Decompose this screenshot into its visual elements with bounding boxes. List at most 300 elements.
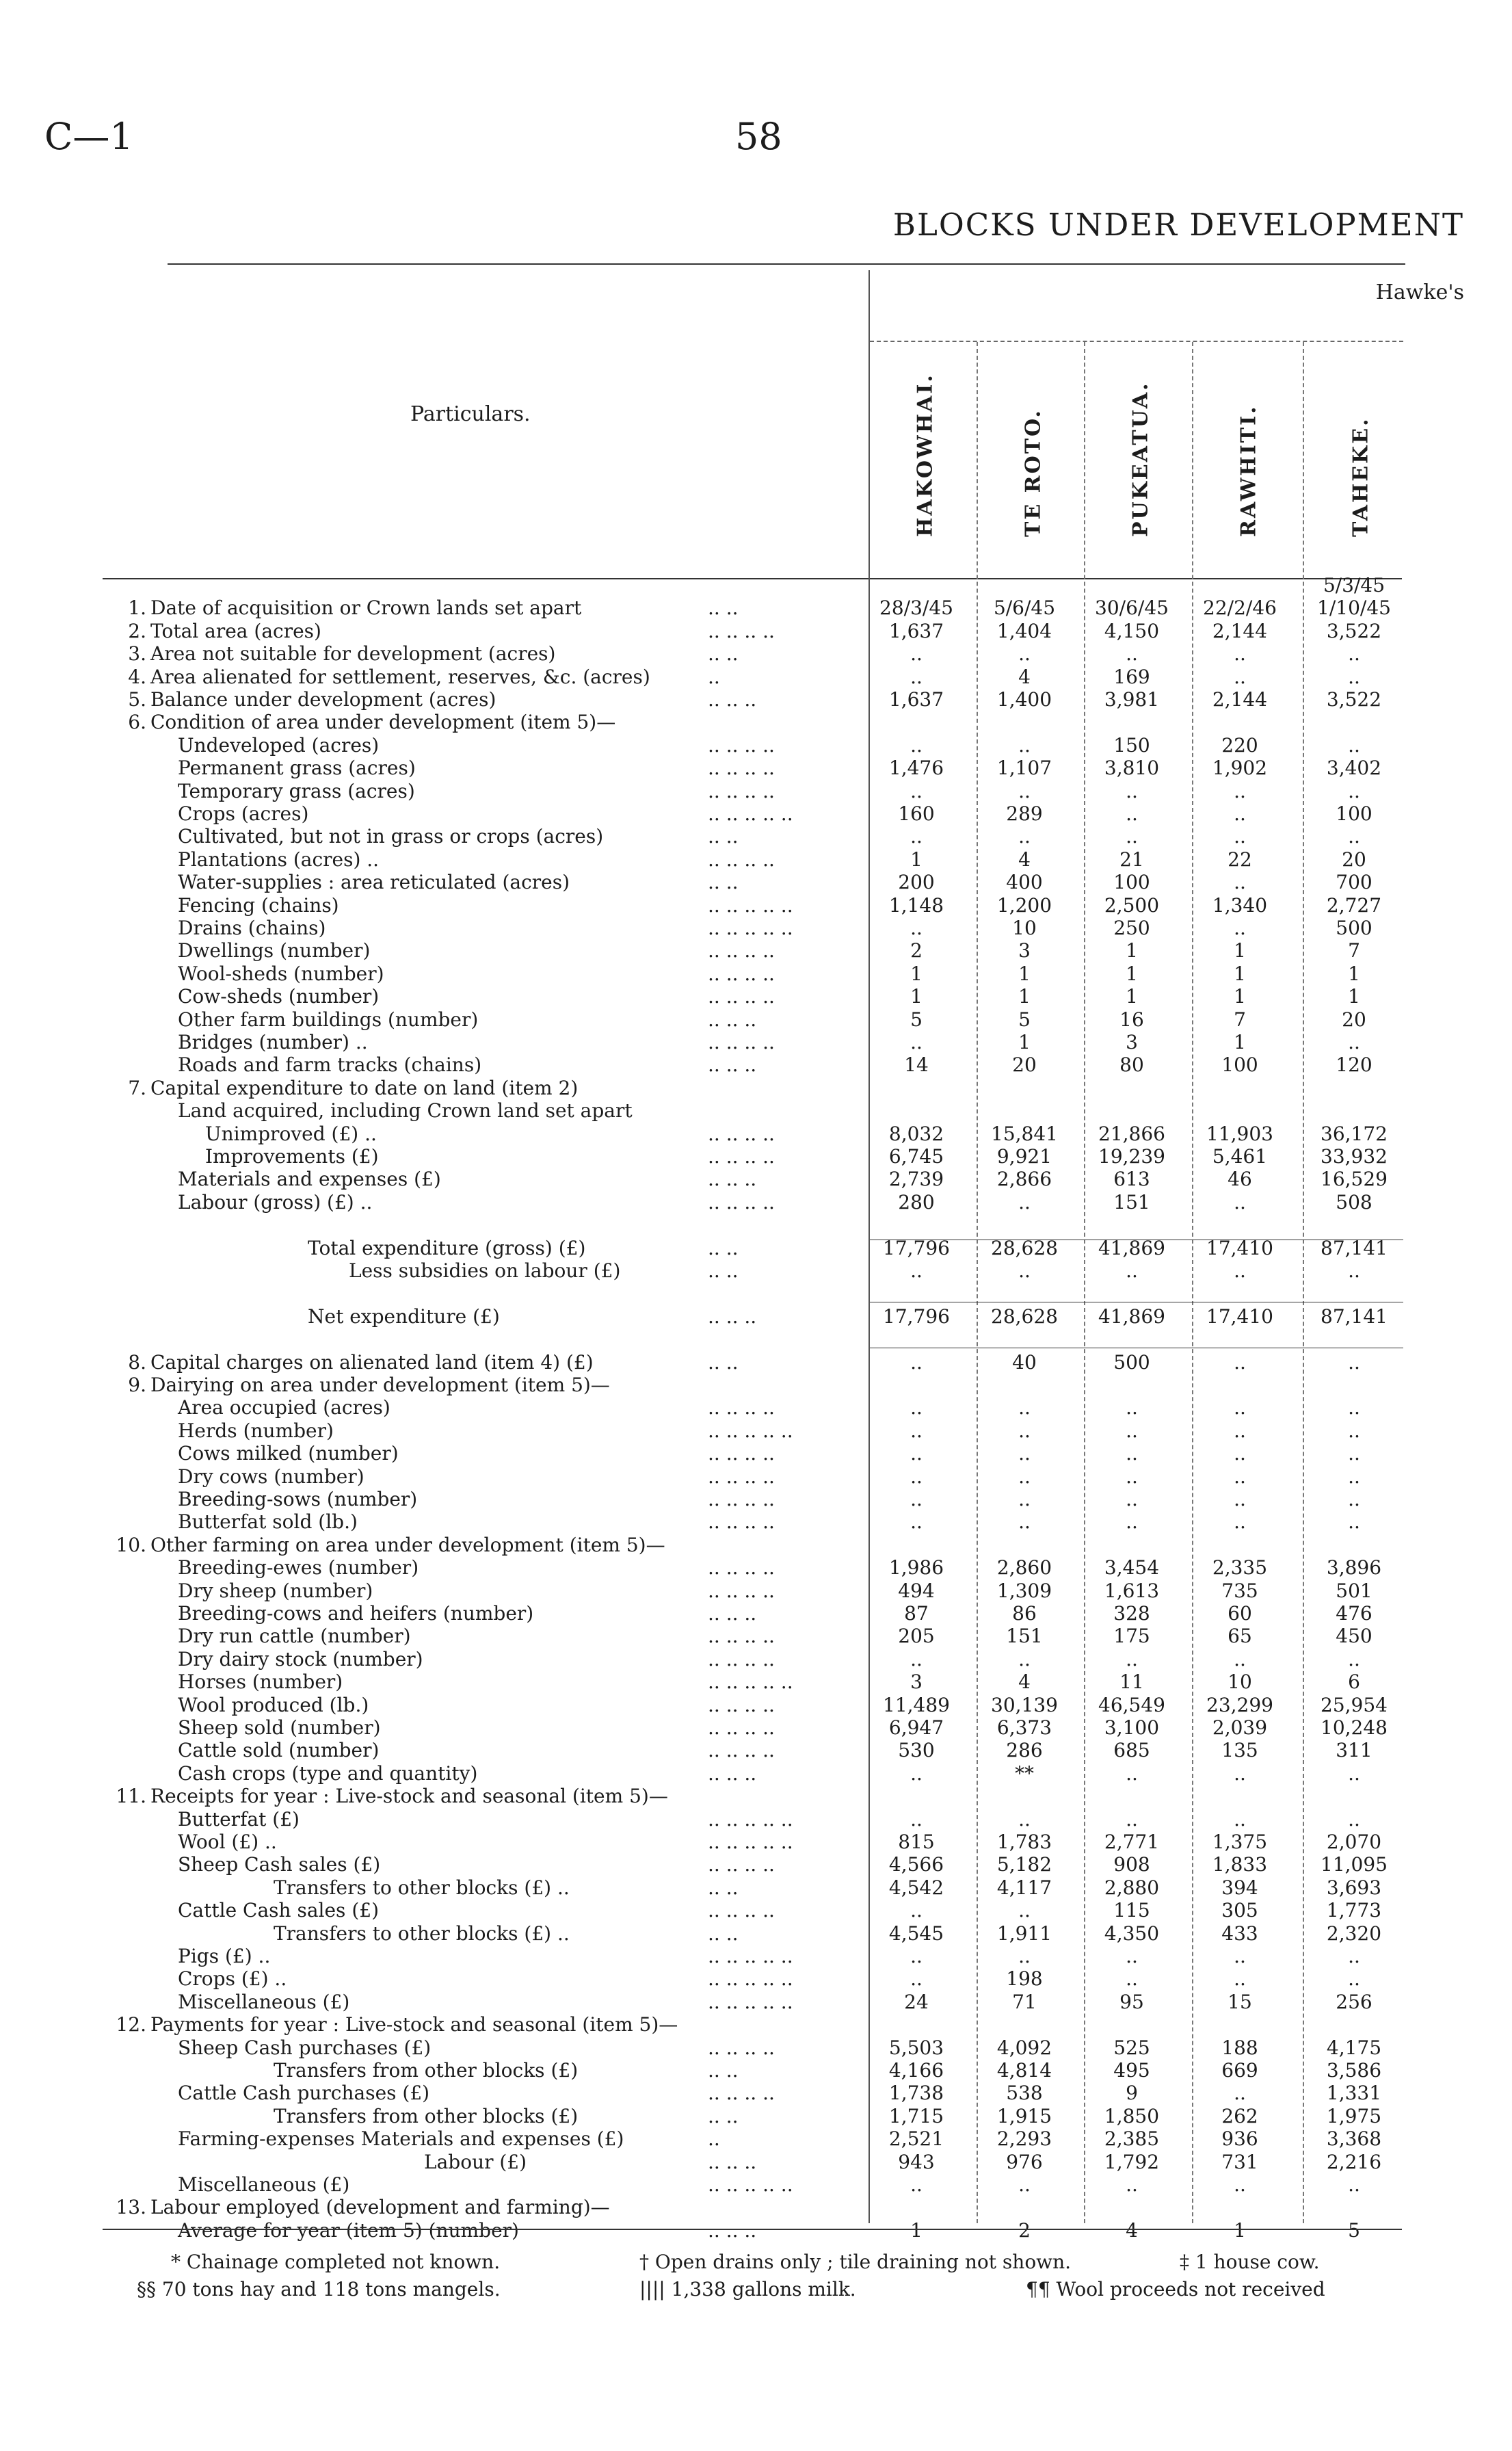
leader-dots: .. .. .. .. bbox=[708, 1510, 775, 1534]
item-number: 13. bbox=[116, 2196, 146, 2219]
table-row bbox=[89, 1077, 1470, 1099]
cell-value: 1 bbox=[1126, 985, 1138, 1008]
cell-value: 1,613 bbox=[1104, 1579, 1160, 1602]
cell-value: .. bbox=[910, 779, 923, 802]
leader-dots: .. .. .. .. bbox=[708, 1693, 775, 1716]
cell-value: 3 bbox=[910, 1670, 923, 1694]
cell-value: .. bbox=[1234, 1967, 1246, 1991]
cell-value: .. bbox=[910, 2173, 923, 2196]
table-row bbox=[89, 939, 1470, 962]
cell-value: 4,545 bbox=[888, 1922, 944, 1945]
cell-value: 22 bbox=[1228, 848, 1252, 871]
table-row bbox=[89, 1670, 1470, 1693]
row-label: Average for year (item 5) (number) bbox=[178, 2218, 519, 2242]
cell-value: 1,331 bbox=[1326, 2082, 1382, 2105]
cell-value: 1 bbox=[1234, 2218, 1246, 2242]
table-row bbox=[89, 1831, 1470, 1853]
cell-value: .. bbox=[910, 1899, 923, 1922]
cell-value: 976 bbox=[1006, 2150, 1043, 2173]
table-row bbox=[89, 1191, 1470, 1214]
cell-value: .. bbox=[1126, 1945, 1138, 1967]
cell-value: 1,340 bbox=[1212, 893, 1268, 917]
cell-value: 41,869 bbox=[1098, 1236, 1165, 1259]
cell-value: 86 bbox=[1012, 1602, 1037, 1625]
item-number: 11. bbox=[116, 1785, 146, 1808]
cell-value: 5 bbox=[910, 1008, 923, 1031]
row-label: Breeding-cows and heifers (number) bbox=[178, 1602, 534, 1625]
cell-value: 20 bbox=[1012, 1053, 1037, 1077]
table-row bbox=[89, 1602, 1470, 1625]
row-label: Wool (£) .. bbox=[178, 1831, 277, 1853]
cell-value: .. bbox=[910, 1761, 923, 1785]
cell-value: 5,503 bbox=[888, 2036, 944, 2059]
table-row bbox=[89, 780, 1470, 802]
leader-dots: .. bbox=[708, 2127, 720, 2151]
cell-value: 1 bbox=[1018, 985, 1031, 1008]
cell-value: 30,139 bbox=[991, 1693, 1058, 1716]
leader-dots: .. .. .. bbox=[708, 1053, 757, 1077]
row-label: Plantations (acres) .. bbox=[178, 848, 380, 871]
cell-value: 1 bbox=[1126, 962, 1138, 985]
cell-value: 17,796 bbox=[883, 1236, 950, 1259]
row-label: Capital charges on alienated land (item 4) (£) bbox=[150, 1350, 594, 1374]
cell-value: 2,860 bbox=[996, 1556, 1052, 1580]
cell-value: .. bbox=[1126, 802, 1138, 825]
cell-value: .. bbox=[1018, 2173, 1031, 2196]
row-label: Other farm buildings (number) bbox=[178, 1008, 479, 1031]
cell-value: .. bbox=[910, 1807, 923, 1831]
cell-value: 6,947 bbox=[888, 1716, 944, 1739]
cell-value: 80 bbox=[1119, 1053, 1144, 1077]
cell-value: 2,320 bbox=[1326, 1922, 1382, 1945]
cell-value: 198 bbox=[1006, 1967, 1043, 1991]
cell-value: 400 bbox=[1006, 871, 1043, 894]
row-label: Butterfat sold (lb.) bbox=[178, 1510, 358, 1534]
cell-value: 169 bbox=[1113, 665, 1150, 688]
cell-value: .. bbox=[1234, 1510, 1246, 1534]
row-label: Less subsidies on labour (£) bbox=[349, 1259, 621, 1282]
row-label: Sheep Cash purchases (£) bbox=[178, 2036, 432, 2059]
leader-dots: .. .. bbox=[708, 2104, 739, 2127]
row-label: Crops (acres) bbox=[178, 802, 309, 825]
cell-value: 256 bbox=[1336, 1990, 1372, 2013]
cell-value: .. bbox=[1348, 733, 1360, 757]
cell-value: .. bbox=[1018, 733, 1031, 757]
cell-value: .. bbox=[1018, 1899, 1031, 1922]
item-number: 5. bbox=[128, 688, 146, 711]
row-label: Dry dairy stock (number) bbox=[178, 1647, 423, 1670]
cell-value: 250 bbox=[1113, 917, 1150, 939]
table-row bbox=[89, 2127, 1470, 2150]
cell-value: 4,166 bbox=[888, 2059, 944, 2082]
leader-dots: .. .. .. .. bbox=[708, 1556, 775, 1580]
table-row bbox=[89, 2082, 1470, 2104]
cell-value: 3 bbox=[1126, 1031, 1138, 1053]
cell-value: .. bbox=[910, 1259, 923, 1282]
table-row bbox=[89, 871, 1470, 893]
leader-dots: .. .. .. .. bbox=[708, 1396, 775, 1419]
row-label: Dry sheep (number) bbox=[178, 1579, 373, 1602]
cell-value: .. bbox=[1348, 1465, 1360, 1488]
cell-value: 87,141 bbox=[1321, 1305, 1388, 1328]
leader-dots: .. .. .. bbox=[708, 688, 757, 711]
leader-dots: .. .. .. .. bbox=[708, 1488, 775, 1510]
cell-value: 4,566 bbox=[888, 1853, 944, 1876]
cell-value: .. bbox=[910, 1510, 923, 1534]
leader-dots: .. .. bbox=[708, 2059, 739, 2082]
row-label: Payments for year : Live-stock and seasonal (item 5)— bbox=[150, 2013, 678, 2036]
cell-value: 9 bbox=[1126, 2082, 1138, 2105]
cell-value: 1,833 bbox=[1212, 1853, 1268, 1876]
table-row bbox=[89, 1145, 1470, 1168]
cell-value: .. bbox=[1126, 1761, 1138, 1785]
cell-value: .. bbox=[1348, 1031, 1360, 1053]
table-row bbox=[89, 1123, 1470, 1145]
table-row bbox=[89, 1534, 1470, 1556]
cell-value: 95 bbox=[1119, 1990, 1144, 2013]
table-row bbox=[89, 1214, 1470, 1236]
cell-value: 2,293 bbox=[996, 2127, 1052, 2151]
cell-value: 60 bbox=[1228, 1602, 1252, 1625]
cell-value: .. bbox=[1348, 1488, 1360, 1510]
cell-value: 15,841 bbox=[991, 1122, 1058, 1145]
page-id: C—1 bbox=[44, 115, 133, 158]
table-row bbox=[89, 574, 1470, 597]
table-row bbox=[89, 1031, 1470, 1053]
cell-value: 30/6/45 bbox=[1095, 597, 1169, 620]
cell-value: 205 bbox=[898, 1625, 935, 1648]
row-label: Cultivated, but not in grass or crops (acres) bbox=[178, 825, 604, 848]
leader-dots: .. .. .. .. bbox=[708, 2036, 775, 2059]
leader-dots: .. .. bbox=[708, 1236, 739, 1259]
leader-dots: .. .. .. .. bbox=[708, 1031, 775, 1053]
cell-value: 2 bbox=[1018, 2218, 1031, 2242]
cell-value: .. bbox=[1348, 1510, 1360, 1534]
column-header-taheke: TAHEKE. bbox=[1349, 417, 1373, 537]
cell-value: 4,350 bbox=[1104, 1922, 1160, 1945]
cell-value: 7 bbox=[1348, 939, 1360, 962]
table-row bbox=[89, 2196, 1470, 2218]
table-row bbox=[89, 2059, 1470, 2082]
item-number: 6. bbox=[128, 711, 146, 734]
leader-dots: .. .. .. .. .. bbox=[708, 1807, 793, 1831]
row-label: Cows milked (number) bbox=[178, 1442, 399, 1465]
cell-value: .. bbox=[1234, 1647, 1246, 1670]
table-row bbox=[89, 666, 1470, 688]
cell-value: .. bbox=[1348, 779, 1360, 802]
leader-dots: .. .. .. .. .. bbox=[708, 802, 793, 825]
footnote: † Open drains only ; tile draining not shown. bbox=[639, 2251, 1072, 2273]
leader-dots: .. .. bbox=[708, 871, 739, 894]
cell-value: 33,932 bbox=[1321, 1145, 1388, 1168]
cell-value: 4,542 bbox=[888, 1876, 944, 1899]
cell-value: 501 bbox=[1336, 1579, 1372, 1602]
cell-value: .. bbox=[1126, 2173, 1138, 2196]
cell-value: 2,144 bbox=[1212, 688, 1268, 711]
cell-value: .. bbox=[1348, 1967, 1360, 1991]
cell-value: 4,814 bbox=[996, 2059, 1052, 2082]
cell-value: .. bbox=[910, 1967, 923, 1991]
row-label: Net expenditure (£) bbox=[308, 1305, 500, 1328]
cell-value: .. bbox=[1234, 1761, 1246, 1785]
row-label: Wool produced (lb.) bbox=[178, 1693, 369, 1716]
row-label: Miscellaneous (£) bbox=[178, 2173, 350, 2196]
region-rule bbox=[870, 341, 1403, 342]
row-label: Area not suitable for development (acres) bbox=[150, 642, 556, 666]
leader-dots: .. .. .. .. bbox=[708, 1853, 775, 1876]
row-label: Receipts for year : Live-stock and seasonal (item 5)— bbox=[150, 1785, 668, 1808]
cell-value: 8,032 bbox=[888, 1122, 944, 1145]
cell-value: 3,981 bbox=[1104, 688, 1160, 711]
cell-value: .. bbox=[1234, 1488, 1246, 1510]
cell-value: .. bbox=[1126, 1647, 1138, 1670]
cell-value: 508 bbox=[1336, 1190, 1372, 1214]
item-number: 3. bbox=[128, 642, 146, 666]
cell-value: 3,454 bbox=[1104, 1556, 1160, 1580]
row-label: Date of acquisition or Crown lands set apart bbox=[150, 597, 582, 620]
leader-dots: .. .. .. .. bbox=[708, 1442, 775, 1465]
cell-value: 669 bbox=[1221, 2059, 1258, 2082]
cell-value: 1 bbox=[1348, 985, 1360, 1008]
cell-value: .. bbox=[1018, 825, 1031, 848]
row-label: Dwellings (number) bbox=[178, 939, 371, 962]
item-number: 2. bbox=[128, 619, 146, 642]
cell-value: .. bbox=[1126, 825, 1138, 848]
cell-value: 36,172 bbox=[1321, 1122, 1388, 1145]
row-label: Sheep sold (number) bbox=[178, 1716, 381, 1739]
leader-dots: .. .. bbox=[708, 597, 739, 620]
cell-value: 5/6/45 bbox=[993, 597, 1056, 620]
table-row bbox=[89, 2013, 1470, 2036]
cell-value: 1,715 bbox=[888, 2104, 944, 2127]
item-number: 9. bbox=[128, 1374, 146, 1396]
cell-value: 7 bbox=[1234, 1008, 1246, 1031]
table-row bbox=[89, 1967, 1470, 1990]
cell-value: 20 bbox=[1342, 848, 1366, 871]
row-label: Water-supplies : area reticulated (acres) bbox=[178, 871, 570, 894]
cell-value: 17,410 bbox=[1206, 1236, 1273, 1259]
leader-dots: .. .. .. .. bbox=[708, 619, 775, 642]
cell-value: 305 bbox=[1221, 1899, 1258, 1922]
cell-value: 3,586 bbox=[1326, 2059, 1382, 2082]
table-row bbox=[89, 2173, 1470, 2196]
cell-value: .. bbox=[1234, 871, 1246, 894]
leader-dots: .. .. .. .. .. bbox=[708, 1419, 793, 1442]
table-row bbox=[89, 1099, 1470, 1122]
cell-value: 500 bbox=[1336, 917, 1372, 939]
leader-dots: .. .. .. .. .. bbox=[708, 1831, 793, 1853]
row-label: Area occupied (acres) bbox=[178, 1396, 390, 1419]
table-row bbox=[89, 802, 1470, 825]
cell-value: 1 bbox=[1234, 962, 1246, 985]
cell-value: .. bbox=[1018, 1945, 1031, 1967]
cell-value: 17,410 bbox=[1206, 1305, 1273, 1328]
leader-dots: .. .. .. .. bbox=[708, 962, 775, 985]
leader-dots: .. .. .. .. bbox=[708, 1739, 775, 1762]
cell-value: .. bbox=[1234, 825, 1246, 848]
footnote: * Chainage completed not known. bbox=[171, 2251, 501, 2273]
cell-value: 25,954 bbox=[1321, 1693, 1388, 1716]
cell-value: 3,522 bbox=[1326, 619, 1382, 642]
cell-value: 1,738 bbox=[888, 2082, 944, 2105]
leader-dots: .. .. .. .. bbox=[708, 2082, 775, 2105]
column-header-te-roto: TE ROTO. bbox=[1021, 408, 1046, 537]
cell-value: .. bbox=[1018, 1488, 1031, 1510]
cell-value: 5,461 bbox=[1212, 1145, 1268, 1168]
cell-value: .. bbox=[1018, 1419, 1031, 1442]
cell-value: 6,745 bbox=[888, 1145, 944, 1168]
cell-value: .. bbox=[1018, 1647, 1031, 1670]
table-row bbox=[89, 1374, 1470, 1396]
row-label: Breeding-sows (number) bbox=[178, 1488, 418, 1510]
cell-value: .. bbox=[910, 733, 923, 757]
cell-value: 2,727 bbox=[1326, 893, 1382, 917]
cell-value: 2,739 bbox=[888, 1168, 944, 1191]
cell-value: 394 bbox=[1221, 1876, 1258, 1899]
table-row bbox=[89, 1419, 1470, 1442]
cell-value: 3,896 bbox=[1326, 1556, 1382, 1580]
item-number: 8. bbox=[128, 1350, 146, 1374]
row-label: Capital expenditure to date on land (item 2) bbox=[150, 1076, 579, 1099]
cell-value: .. bbox=[1126, 1442, 1138, 1465]
cell-value: .. bbox=[1234, 2082, 1246, 2105]
table-row bbox=[89, 1168, 1470, 1190]
cell-value: 538 bbox=[1006, 2082, 1043, 2105]
cell-value: .. bbox=[1018, 642, 1031, 666]
table-row bbox=[89, 2105, 1470, 2127]
table-row bbox=[89, 825, 1470, 848]
cell-value: .. bbox=[1348, 642, 1360, 666]
leader-dots: .. .. .. .. .. bbox=[708, 2173, 793, 2196]
leader-dots: .. .. .. .. bbox=[708, 1190, 775, 1214]
table-row bbox=[89, 1716, 1470, 1739]
cell-value: 3,522 bbox=[1326, 688, 1382, 711]
table-row bbox=[89, 1282, 1470, 1305]
cell-value: 289 bbox=[1006, 802, 1043, 825]
table-row bbox=[89, 1259, 1470, 1282]
column-header-rawhiti: RAWHITI. bbox=[1236, 404, 1261, 537]
cell-value: 613 bbox=[1113, 1168, 1150, 1191]
cell-value: 23,299 bbox=[1206, 1693, 1273, 1716]
leader-dots: .. bbox=[708, 665, 720, 688]
leader-dots: .. .. .. .. bbox=[708, 1625, 775, 1648]
cell-value: 175 bbox=[1113, 1625, 1150, 1648]
leader-dots: .. .. .. .. bbox=[708, 1647, 775, 1670]
cell-value: 65 bbox=[1228, 1625, 1252, 1648]
cell-value: 6,373 bbox=[996, 1716, 1052, 1739]
leader-dots: .. .. .. .. .. bbox=[708, 1967, 793, 1991]
cell-value: .. bbox=[1348, 825, 1360, 848]
table-row bbox=[89, 1853, 1470, 1876]
cell-value: .. bbox=[910, 917, 923, 939]
row-label: Cash crops (type and quantity) bbox=[178, 1761, 478, 1785]
cell-value: .. bbox=[1234, 665, 1246, 688]
cell-value: 151 bbox=[1006, 1625, 1043, 1648]
table-row bbox=[89, 985, 1470, 1008]
row-label: Transfers from other blocks (£) bbox=[274, 2104, 579, 2127]
leader-dots: .. .. .. .. bbox=[708, 1145, 775, 1168]
leader-dots: .. .. .. .. .. bbox=[708, 1990, 793, 2013]
row-label: Balance under development (acres) bbox=[150, 688, 496, 711]
table-row bbox=[89, 1580, 1470, 1602]
particulars-header: Particulars. bbox=[410, 402, 531, 426]
cell-value: .. bbox=[1018, 1807, 1031, 1831]
table-row bbox=[89, 620, 1470, 642]
cell-value: 936 bbox=[1221, 2127, 1258, 2151]
row-label: Transfers from other blocks (£) bbox=[274, 2059, 579, 2082]
item-number: 7. bbox=[128, 1076, 146, 1099]
row-label: Other farming on area under development (item 5)— bbox=[150, 1533, 665, 1556]
row-label: Butterfat (£) bbox=[178, 1807, 300, 1831]
cell-value: 2,866 bbox=[996, 1168, 1052, 1191]
cell-value: 1 bbox=[1018, 962, 1031, 985]
cell-value: 2,500 bbox=[1104, 893, 1160, 917]
row-label: Farming-expenses Materials and expenses (£) bbox=[178, 2127, 624, 2151]
cell-value: 1,773 bbox=[1326, 1899, 1382, 1922]
footnote: |||| 1,338 gallons milk. bbox=[639, 2278, 856, 2301]
cell-value: 160 bbox=[898, 802, 935, 825]
cell-value: 115 bbox=[1113, 1899, 1150, 1922]
cell-value: .. bbox=[1348, 1647, 1360, 1670]
row-label: Land acquired, including Crown land set apart bbox=[178, 1099, 633, 1123]
cell-value: 71 bbox=[1012, 1990, 1037, 2013]
leader-dots: .. .. .. .. bbox=[708, 757, 775, 780]
cell-value: 1,637 bbox=[888, 688, 944, 711]
row-label: Undeveloped (acres) bbox=[178, 733, 380, 757]
cell-value: 311 bbox=[1336, 1739, 1372, 1762]
table-row bbox=[89, 1237, 1470, 1259]
cell-value: 1,915 bbox=[996, 2104, 1052, 2127]
cell-value: .. bbox=[1018, 779, 1031, 802]
cell-value: 87,141 bbox=[1321, 1236, 1388, 1259]
cell-value: .. bbox=[1348, 1350, 1360, 1374]
row-label: Pigs (£) .. bbox=[178, 1945, 271, 1967]
leader-dots: .. .. .. .. bbox=[708, 779, 775, 802]
leader-dots: .. .. bbox=[708, 642, 739, 666]
cell-value: .. bbox=[1348, 2173, 1360, 2196]
cell-value: 17,796 bbox=[883, 1305, 950, 1328]
cell-value: 1,850 bbox=[1104, 2104, 1160, 2127]
cell-value: .. bbox=[1348, 1945, 1360, 1967]
cell-value: 4,092 bbox=[996, 2036, 1052, 2059]
table-row bbox=[89, 1008, 1470, 1031]
cell-value: 1,375 bbox=[1212, 1831, 1268, 1853]
cell-value: .. bbox=[1018, 1510, 1031, 1534]
leader-dots: .. .. bbox=[708, 1922, 739, 1945]
cell-value: 11,903 bbox=[1206, 1122, 1273, 1145]
cell-value: 943 bbox=[898, 2150, 935, 2173]
leader-dots: .. .. .. .. .. bbox=[708, 1945, 793, 1967]
cell-value: .. bbox=[910, 1442, 923, 1465]
row-label: Temporary grass (acres) bbox=[178, 779, 415, 802]
cell-value: .. bbox=[910, 1419, 923, 1442]
leader-dots: .. .. .. .. bbox=[708, 1579, 775, 1602]
cell-value: 1,637 bbox=[888, 619, 944, 642]
cell-value: 1,404 bbox=[996, 619, 1052, 642]
cell-value: 188 bbox=[1221, 2036, 1258, 2059]
cell-value: .. bbox=[1348, 665, 1360, 688]
leader-dots: .. .. .. .. .. bbox=[708, 893, 793, 917]
row-label: Condition of area under development (item 5)— bbox=[150, 711, 616, 734]
cell-value: 4,175 bbox=[1326, 2036, 1382, 2059]
cell-value: 3,810 bbox=[1104, 757, 1160, 780]
cell-value: 2,216 bbox=[1326, 2150, 1382, 2173]
cell-value: 1,148 bbox=[888, 893, 944, 917]
cell-value: 286 bbox=[1006, 1739, 1043, 1762]
page-number: 58 bbox=[735, 115, 782, 158]
table-row bbox=[89, 1694, 1470, 1716]
cell-value: 3,402 bbox=[1326, 757, 1382, 780]
